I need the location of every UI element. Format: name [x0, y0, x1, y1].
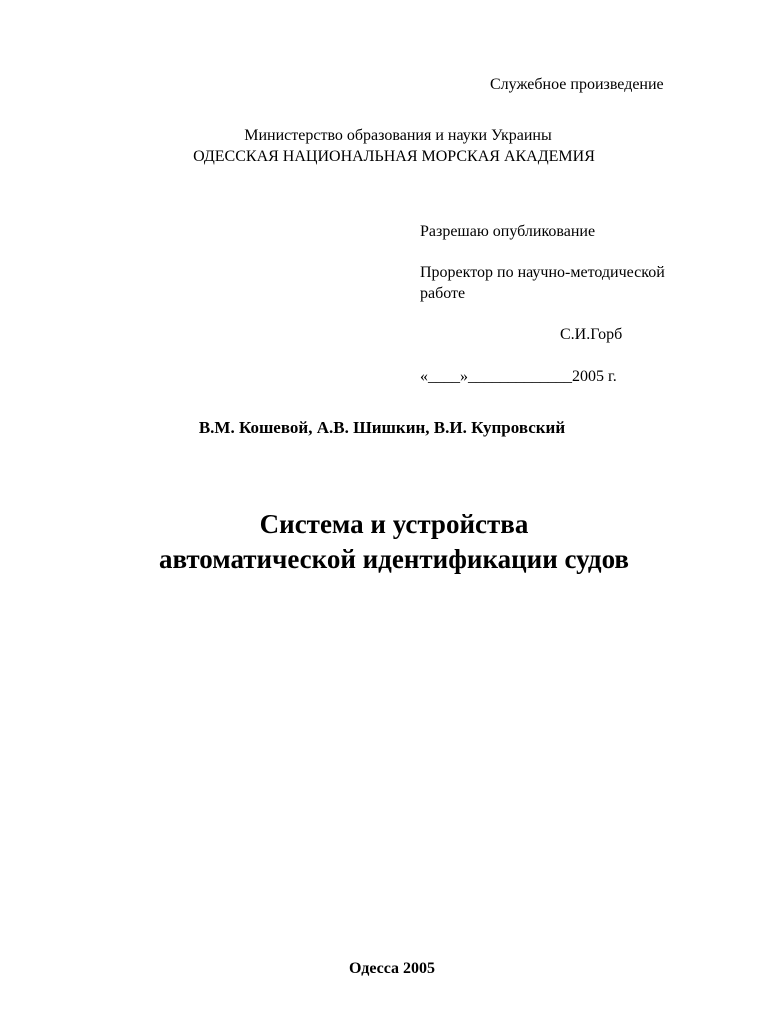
approver-position-line1: Проректор по научно-методической — [420, 264, 665, 281]
approval-label: Разрешаю опубликование — [420, 223, 596, 240]
document-status-label: Служебное произведение — [490, 76, 664, 93]
document-title-line2: автоматической идентификации судов — [158, 544, 630, 574]
document-title-line1: Система и устройства — [259, 509, 529, 539]
authors-list: В.М. Кошевой, А.В. Шишкин, В.И. Купровский — [198, 418, 566, 437]
approver-name: С.И.Горб — [560, 326, 623, 343]
academy-name: ОДЕССКАЯ НАЦИОНАЛЬНАЯ МОРСКАЯ АКАДЕМИЯ — [193, 148, 595, 165]
approval-date-line: «____»_____________2005 г. — [420, 368, 617, 385]
approver-position-line2: работе — [420, 285, 466, 302]
publication-city-year: Одесса 2005 — [348, 960, 436, 977]
ministry-name: Министерство образования и науки Украины — [244, 127, 552, 144]
